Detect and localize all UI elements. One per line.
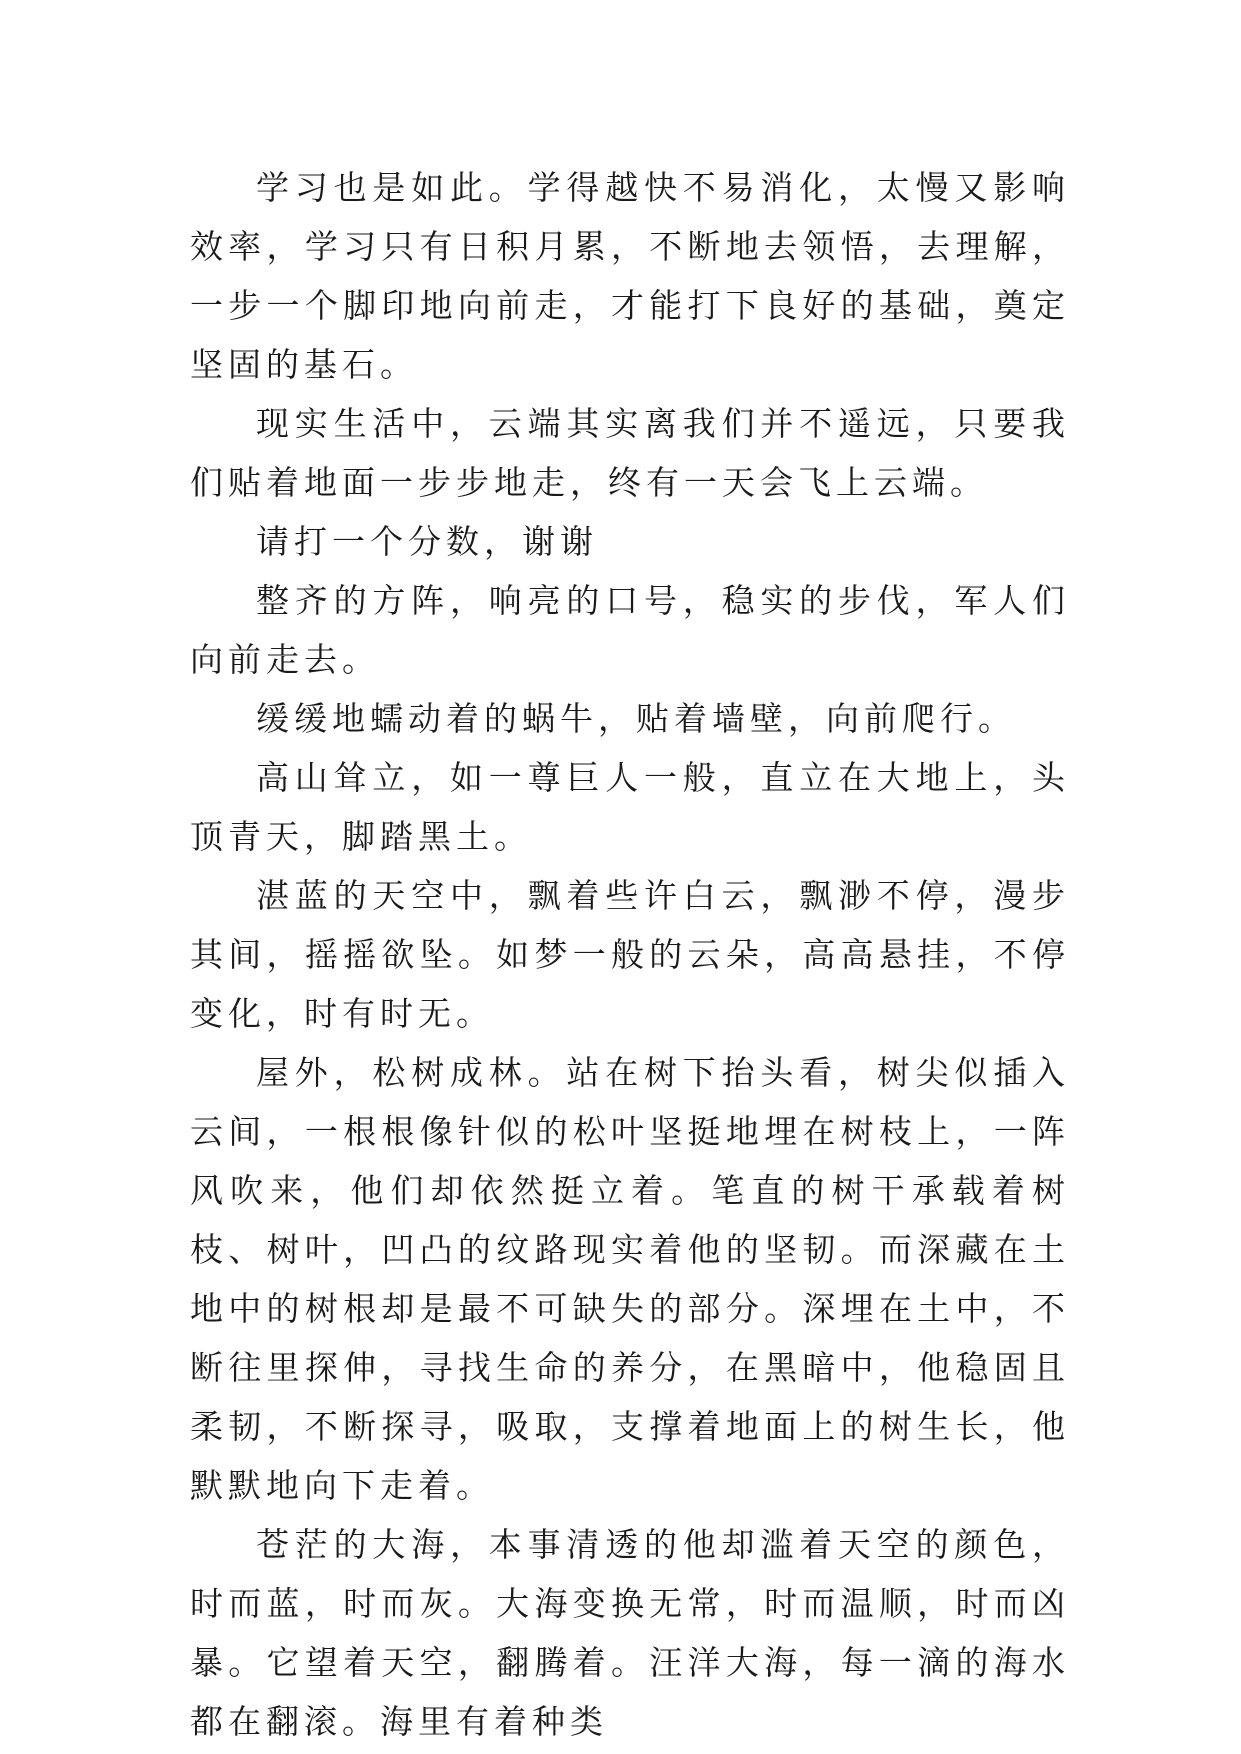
document-body bbox=[190, 158, 1070, 1751]
paragraph-2: 现实生活中，云端其实离我们并不遥远，只要我们贴着地面一步步地走，终有一天会飞上云端。 bbox=[190, 404, 1070, 502]
paragraph-7: 湛蓝的天空中，飘着些许白云，飘渺不停，漫步其间，摇摇欲坠。如梦一般的云朵，高高悬挂，不停变化，时有时无。 bbox=[190, 876, 1070, 1033]
paragraph-4: 整齐的方阵，响亮的口号，稳实的步伐，军人们向前走去。 bbox=[190, 581, 1070, 679]
paragraph-5: 缓缓地蠕动着的蜗牛，贴着墙壁，向前爬行。 bbox=[256, 699, 1016, 738]
paragraph-6: 高山耸立，如一尊巨人一般，直立在大地上，头顶青天，脚踏黑土。 bbox=[190, 758, 1070, 856]
paragraph-3: 请打一个分数，谢谢 bbox=[256, 522, 598, 561]
paragraph-9: 苍茫的大海，本事清透的他却滥着天空的颜色，时而蓝，时而灰。大海变换无常，时而温顺，时而凶暴。它望着天空，翻腾着。汪洋大海，每一滴的海水都在翻滚。海里有着种类 bbox=[190, 1525, 1070, 1741]
paragraph-8: 屋外，松树成林。站在树下抬头看，树尖似插入云间，一根根像针似的松叶坚挺地埋在树枝上，一阵风吹来，他们却依然挺立着。笔直的树干承载着树枝、树叶，凹凸的纹路现实着他的坚韧。而深藏在土地中的树根却是最不可缺失的部分。深埋在土中，不断往里探伸，寻找生命的养分，在黑暗中，他稳固且柔韧，不断探寻，吸取，支撑着地面上的树生长，他默默地向下走着。 bbox=[190, 1053, 1070, 1505]
paragraph-1: 学习也是如此。学得越快不易消化，太慢又影响效率，学习只有日积月累，不断地去领悟，去理解，一步一个脚印地向前走，才能打下良好的基础，奠定坚固的基石。 bbox=[190, 168, 1070, 384]
